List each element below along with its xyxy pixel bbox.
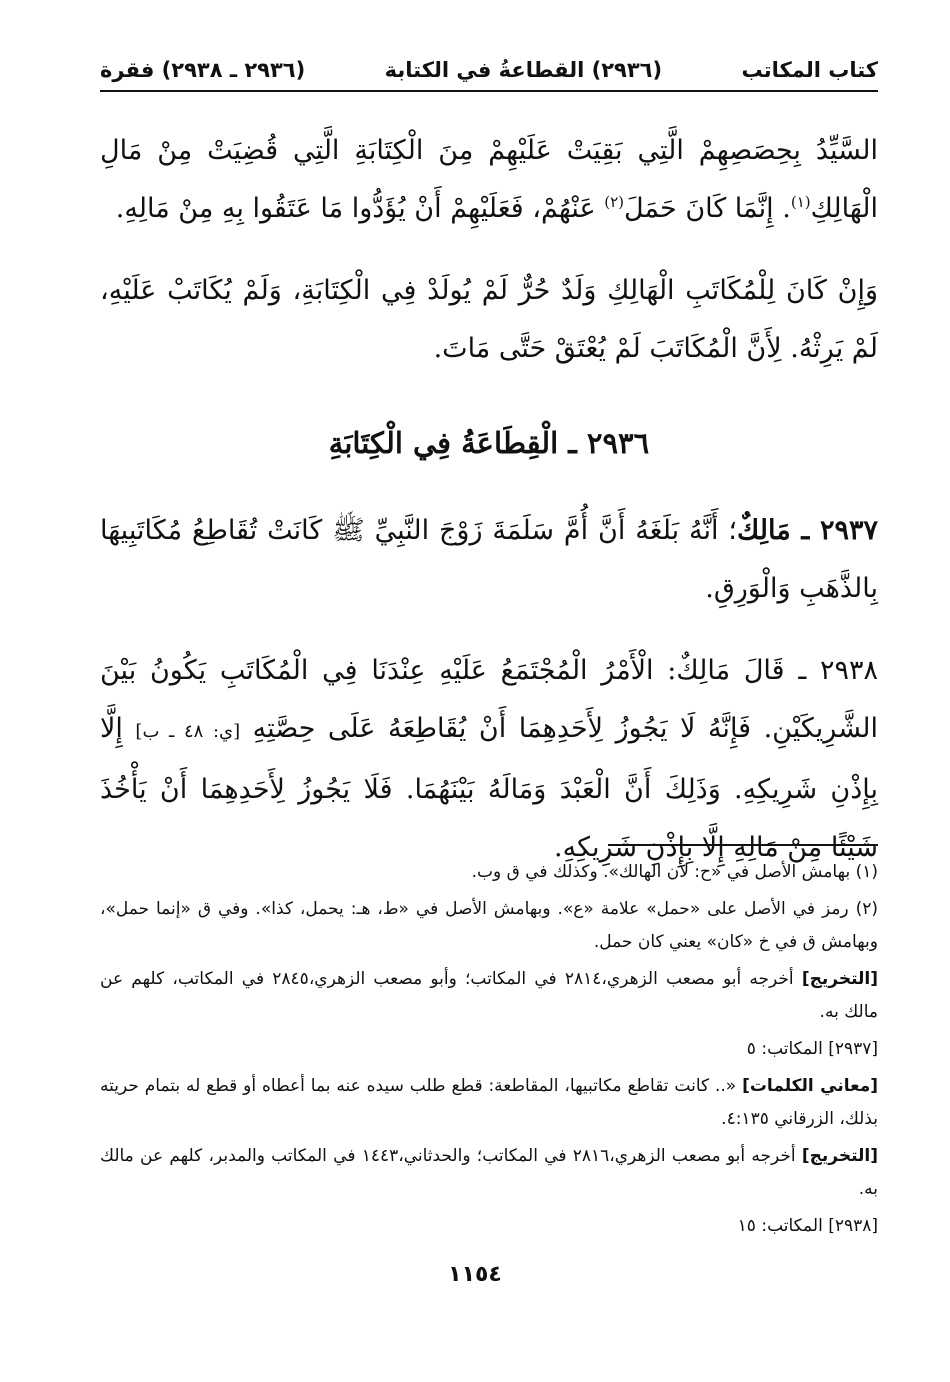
word-meanings-label: [معاني الكلمات] <box>742 1076 878 1096</box>
takhrij-text-2: أخرجه أبو مصعب الزهري،٢٨١٦ في المكاتب؛ والحدثاني،١٤٤٣ في المكاتب والمدبر، كلهم عن مالك به. <box>100 1146 878 1199</box>
paragraph-1-text-c: عَنْهُمْ، فَعَلَيْهِمْ أَنْ يُؤَدُّوا مَا عَتَقُوا بِهِ مِنْ مَالِهِ. <box>115 193 605 224</box>
hadith-text-2938-a: ٢٩٣٨ ـ قَالَ مَالِكٌ: الْأَمْرُ الْمُجْتَمَعُ عَلَيْهِ عِنْدَنَا فِي الْمُكَاتَبِ يَكُونُ بَيْنَ الشَّرِيكَيْنِ. فَإِنَّهُ لَا يَجُوزُ لِأَحَدِهِمَا أَنْ يُقَاطِعَهُ عَلَى حِصَّتِهِ <box>100 655 879 744</box>
footnotes <box>100 856 878 1247</box>
takhrij-text: أخرجه أبو مصعب الزهري،٢٨١٤ في المكاتب؛ وأبو مصعب الزهري،٢٨٤٥ في المكاتب، كلهم عن مالك به. <box>100 969 878 1022</box>
takhrij-2938 <box>100 1140 878 1206</box>
paragraph-1 <box>100 122 878 238</box>
hadith-number-2937: ٢٩٣٧ ـ مَالِكٌ <box>737 515 878 546</box>
reference-2938: [٢٩٣٨] المكاتب: ١٥ <box>737 1216 878 1236</box>
word-meanings <box>100 1070 878 1136</box>
hadith-text-2938-b: إِلَّا بِإِذْنِ شَرِيكِهِ. وَذَلِكَ أَنَّ الْعَبْدَ وَمَالَهُ بَيْنَهُمَا. فَلَا يَجُوزُ لِأَحَدِهِمَا أَنْ يَأْخُذَ شَيْئًا مِنْ مَالِهِ إِلَّا بِإِذْنِ شَرِيكِهِ. <box>100 713 878 863</box>
takhrij-2937 <box>100 963 878 1029</box>
footnote-2: (٢) رمز في الأصل على «حمل» علامة «ع». وبهامش الأصل في «ط، هـ: يحمل، كذا». وفي ق «إنما حمل»، وبهامش ق في خ «كان» يعني كان حمل. <box>100 899 878 952</box>
running-header <box>100 50 878 92</box>
footnote-marker-2: (٢) <box>604 193 624 211</box>
paragraph-1-text-a: السَّيِّدُ بِحِصَصِهِمْ الَّتِي بَقِيَتْ عَلَيْهِمْ مِنَ الْكِتَابَةِ الَّتِي قُضِيَتْ مِنْ مَالِ الْهَالِكِ <box>100 135 878 224</box>
section-heading: ٢٩٣٦ ـ الْقِطَاعَةُ فِي الْكِتَابَةِ <box>328 426 650 460</box>
header-chapter-title: (٢٩٣٦) القطاعةُ في الكتابة <box>384 58 663 82</box>
paragraph-2938 <box>100 642 878 877</box>
takhrij-label-2: [التخريج] <box>801 1146 879 1166</box>
footnote-separator <box>608 844 878 846</box>
takhrij-label: [التخريج] <box>801 969 879 989</box>
manuscript-reference: [ي: ٤٨ ـ ب] <box>135 721 241 742</box>
paragraph-2: وَإِنْ كَانَ لِلْمُكَاتَبِ الْهَالِكِ وَلَدٌ حُرٌّ لَمْ يُولَدْ فِي الْكِتَابَةِ، وَلَمْ يُكَاتَبْ عَلَيْهِ، لَمْ يَرِثْهُ. لِأَنَّ الْمُكَاتَبَ لَمْ يُعْتَقْ حَتَّى مَاتَ. <box>100 275 878 364</box>
footnote-1: (١) بهامش الأصل في «ح: لأن الهالك». وكذلك في ق وب. <box>471 862 878 882</box>
reference-2937: [٢٩٣٧] المكاتب: ٥ <box>746 1039 878 1059</box>
header-paragraph-range: (٢٩٣٦ ـ ٢٩٣٨) فقرة <box>100 58 306 82</box>
main-text <box>100 122 878 901</box>
paragraph-2937 <box>100 502 878 618</box>
paragraph-1-text-b: . إِنَّمَا كَانَ حَمَلَ <box>623 193 791 224</box>
hadith-text-2937: ؛ أَنَّهُ بَلَغَهُ أَنَّ أُمَّ سَلَمَةَ زَوْجَ النَّبِيِّ ﷺ كَانَتْ تُقَاطِعُ مُكَاتَبِيهَا بِالذَّهَبِ وَالْوَرِقِ. <box>100 515 878 604</box>
word-meanings-text: «.. كانت تقاطع مكاتبيها، المقاطعة: قطع طلب سيده عنه بما أعطاه أو قطع له بتمام حريته بذلك، الزرقاني ٤:١٣٥. <box>100 1076 878 1129</box>
header-book-title: كتاب المكاتب <box>741 58 878 82</box>
page-number: ١١٥٤ <box>448 1262 502 1287</box>
footnote-marker-1: (١) <box>790 193 811 211</box>
